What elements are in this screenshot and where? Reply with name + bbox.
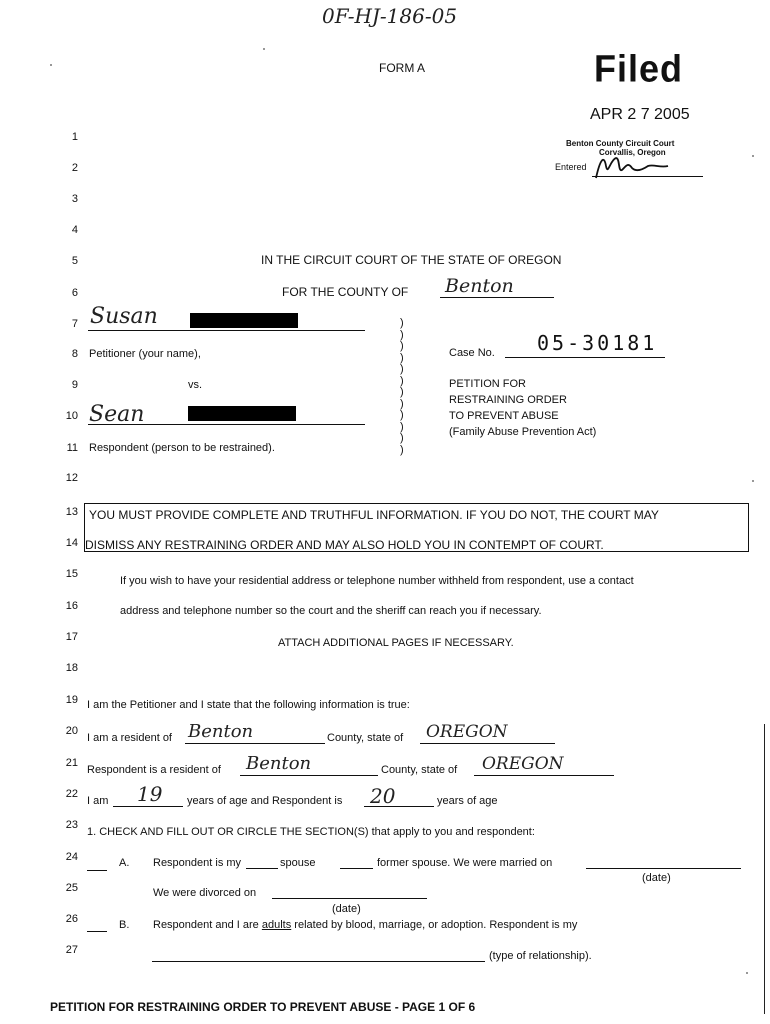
respondent-state-line	[474, 775, 614, 776]
line-number: 24	[65, 851, 78, 863]
line-number: 2	[71, 162, 78, 174]
line-number: 11	[66, 442, 78, 454]
line-number: 14	[65, 537, 78, 549]
line-number: 5	[71, 255, 78, 267]
option-a-check-line[interactable]	[87, 870, 107, 871]
vs-label: vs.	[188, 379, 203, 391]
form-label: FORM A	[379, 61, 426, 75]
line-number: 26	[65, 913, 78, 925]
line-number: 16	[65, 600, 78, 612]
petitioner-state-line	[420, 743, 555, 744]
filed-stamp-entered-label: Entered	[555, 162, 587, 172]
warning-line-1: YOU MUST PROVIDE COMPLETE AND TRUTHFUL INFORMATION. IF YOU DO NOT, THE COURT MAY	[89, 508, 659, 522]
instruction-line-1: If you wish to have your residential address or telephone number withheld from respondent, use a contact	[120, 575, 634, 587]
county-line	[440, 297, 554, 298]
line-number: 19	[65, 694, 78, 706]
filed-stamp-title: Filed	[594, 46, 684, 90]
option-b-adults: adults	[261, 919, 292, 931]
respondent-name: Sean	[89, 402, 145, 427]
option-b-text-post: related by blood, marriage, or adoption. Respondent is my	[294, 919, 578, 931]
line-number: 22	[65, 788, 78, 800]
respondent-county-state-label: County, state of	[381, 764, 458, 776]
married-date-label: (date)	[642, 872, 671, 884]
line-number: 9	[71, 379, 78, 391]
line-number: 25	[65, 882, 78, 894]
line-number: 6	[71, 287, 78, 299]
court-heading: IN THE CIRCUIT COURT OF THE STATE OF OREGON	[261, 253, 562, 267]
line-number: 15	[65, 568, 78, 580]
respondent-age-line	[364, 806, 434, 807]
married-date-line[interactable]	[586, 868, 741, 869]
line-number: 3	[71, 193, 78, 205]
scan-speck	[263, 48, 265, 50]
statement: I am the Petitioner and I state that the following information is true:	[87, 699, 410, 711]
divorced-text: We were divorced on	[153, 887, 257, 899]
line-number: 13	[65, 506, 78, 518]
petitioner-state: OREGON	[426, 722, 508, 742]
petitioner-surname-redaction	[190, 313, 298, 328]
line-number: 21	[65, 757, 78, 769]
line-number: 12	[65, 472, 78, 484]
petitioner-label: Petitioner (your name),	[89, 348, 201, 360]
option-b-letter: B.	[119, 919, 130, 931]
caption-title-line: (Family Abuse Prevention Act)	[449, 426, 597, 438]
caption-parentheses: ) ) ) ) ) ) ) ) ) ) ) )	[400, 317, 404, 456]
option-b-text	[153, 919, 577, 931]
line-number: 4	[71, 224, 78, 236]
petitioner-age: 19	[137, 782, 163, 806]
respondent-age: 20	[370, 784, 396, 808]
scan-speck	[746, 972, 748, 974]
respondent-surname-redaction	[188, 406, 296, 421]
case-number-line	[505, 357, 665, 358]
right-margin-rule	[764, 724, 765, 1014]
line-number: 18	[65, 662, 78, 674]
age-middle-text: years of age and Respondent is	[187, 795, 343, 807]
county-heading: FOR THE COUNTY OF	[282, 285, 409, 299]
relationship-line[interactable]	[152, 961, 485, 962]
option-a-text-3: former spouse. We were married on	[377, 857, 553, 869]
respondent-label: Respondent (person to be restrained).	[89, 442, 275, 454]
option-b-text-pre: Respondent and I are	[153, 919, 259, 931]
option-a-letter: A.	[119, 857, 130, 869]
petitioner-county-state-label: County, state of	[327, 732, 404, 744]
respondent-state: OREGON	[482, 754, 564, 774]
instruction-line-2: address and telephone number so the court and the sheriff can reach you if necessary.	[120, 605, 542, 617]
filed-stamp-city: Corvallis, Oregon	[599, 148, 666, 157]
filed-stamp-court: Benton County Circuit Court	[566, 139, 675, 148]
line-number: 1	[71, 131, 78, 143]
former-spouse-check-line[interactable]	[340, 868, 373, 869]
respondent-county: Benton	[246, 753, 312, 774]
case-number-label: Case No.	[449, 347, 495, 359]
petitioner-name-line	[88, 330, 365, 331]
relationship-label: (type of relationship).	[489, 950, 592, 962]
petitioner-county-line	[185, 743, 325, 744]
petitioner-county: Benton	[188, 721, 254, 742]
age-prefix: I am	[87, 795, 109, 807]
age-suffix: years of age	[437, 795, 498, 807]
entered-initials-signature	[592, 150, 672, 180]
case-number: 05-30181	[537, 331, 658, 355]
petitioner-age-line	[113, 806, 183, 807]
caption-title-line: RESTRAINING ORDER	[449, 394, 567, 406]
petitioner-name: Susan	[90, 304, 158, 329]
option-b-check-line[interactable]	[87, 931, 107, 932]
warning-line-2: DISMISS ANY RESTRAINING ORDER AND MAY ALSO HOLD YOU IN CONTEMPT OF COURT.	[85, 538, 604, 552]
divorced-date-label: (date)	[332, 903, 361, 915]
line-number: 7	[71, 318, 78, 330]
respondent-residence-prefix: Respondent is a resident of	[87, 764, 221, 776]
county-handwritten: Benton	[445, 275, 514, 297]
caption-title-line: PETITION FOR	[449, 378, 526, 390]
scan-speck	[50, 64, 52, 66]
line-number: 20	[65, 725, 78, 737]
line-number: 23	[65, 819, 78, 831]
section1-heading: 1. CHECK AND FILL OUT OR CIRCLE THE SECTION(S) that apply to you and respondent:	[87, 826, 535, 838]
divorced-date-line[interactable]	[272, 898, 427, 899]
filed-stamp-date: APR 2 7 2005	[590, 106, 690, 123]
option-a-text-2: spouse	[280, 857, 316, 869]
handwritten-case-note: 0F-HJ-186-05	[322, 4, 458, 28]
scan-speck	[752, 480, 754, 482]
respondent-name-line	[88, 424, 365, 425]
caption-title-line: TO PREVENT ABUSE	[449, 410, 559, 422]
line-number: 17	[65, 631, 78, 643]
petitioner-residence-prefix: I am a resident of	[87, 732, 172, 744]
line-number: 27	[65, 944, 78, 956]
footer: PETITION FOR RESTRAINING ORDER TO PREVENT ABUSE - PAGE 1 OF 6	[50, 1000, 476, 1014]
line-number: 10	[65, 410, 78, 422]
scan-speck	[752, 155, 754, 157]
line-number: 8	[71, 348, 78, 360]
option-a-text-1: Respondent is my	[153, 857, 242, 869]
attach-note: ATTACH ADDITIONAL PAGES IF NECESSARY.	[278, 637, 514, 649]
respondent-county-line	[240, 775, 378, 776]
spouse-check-line[interactable]	[246, 868, 278, 869]
